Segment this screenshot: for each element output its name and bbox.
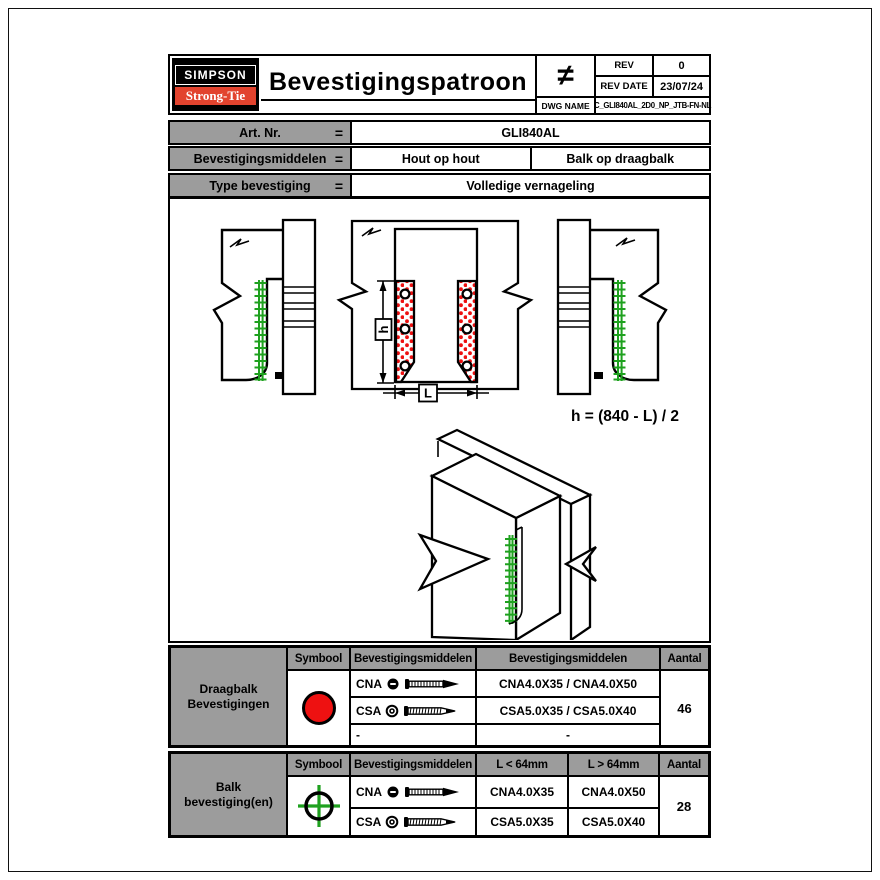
draagbalk-table <box>168 645 711 748</box>
bevestigingsmiddelen-row <box>168 146 711 171</box>
nail-side-icon <box>404 678 461 690</box>
col-header-bevestigingsmiddelen: Bevestigingsmiddelen <box>351 754 475 775</box>
front-view <box>339 221 531 402</box>
hanger-seat <box>275 372 284 379</box>
type-bevestiging-values <box>352 175 709 196</box>
red-circle-symbol-icon <box>302 691 336 725</box>
nail-side-icon <box>404 786 461 798</box>
right-side-view <box>558 220 666 394</box>
dim-L-label: L <box>424 385 432 401</box>
fastener-cell <box>351 725 475 745</box>
type-bevestiging-value: Volledige vernageling <box>466 178 595 193</box>
screw-side-icon <box>403 705 460 717</box>
green-crosshair-symbol-icon <box>296 783 342 829</box>
bevestigingsmiddelen-label <box>170 148 352 169</box>
type-bevestiging-label-text: Type bevestiging <box>209 178 311 193</box>
draagbalk-row-label <box>171 648 286 745</box>
fastener-value-small: CNA4.0X35 <box>477 777 567 807</box>
bevestigingsmiddelen-label-text: Bevestigingsmiddelen <box>193 151 327 166</box>
fastener-code: CNA <box>356 676 382 691</box>
nail-head-icon <box>386 677 400 691</box>
dwg-name-value: C_GLI840AL_2D0_NP_JTB-FN-NL <box>596 98 709 113</box>
bevestigingsmiddelen-values <box>352 148 709 169</box>
break-symbol-icon <box>230 239 249 247</box>
fastener-code: CSA <box>356 815 382 829</box>
equals-sign: = <box>334 177 343 194</box>
fastener-value-small: CSA5.0X35 <box>477 809 567 835</box>
type-bevestiging-row <box>168 173 711 198</box>
art-nr-values <box>352 122 709 143</box>
technical-drawing <box>170 199 708 640</box>
nail-line-icon <box>614 280 626 381</box>
equals-sign: = <box>334 150 343 167</box>
logo-simpson-text: SIMPSON <box>175 65 256 85</box>
logo-cell <box>170 56 261 113</box>
fastener-value: CNA4.0X35 / CNA4.0X50 <box>477 671 659 696</box>
balk-label-line1: Balk <box>215 780 242 795</box>
left-side-view <box>214 220 315 394</box>
art-nr-label-text: Art. Nr. <box>239 125 281 140</box>
balk-label-line2: bevestiging(en) <box>184 794 273 809</box>
balk-op-draagbalk-value: Balk op draagbalk <box>530 148 710 169</box>
art-nr-row <box>168 120 711 145</box>
rev-value: 0 <box>654 56 709 75</box>
hanger-seat <box>594 372 603 379</box>
logo-strongtie-text: Strong-Tie <box>175 87 256 105</box>
title-block <box>168 54 711 115</box>
nail-line-icon <box>255 280 267 381</box>
simpson-strongtie-logo <box>172 58 259 111</box>
equals-sign: = <box>334 124 343 141</box>
col-header-symbool: Symbool <box>288 754 349 775</box>
col-header-aantal: Aantal <box>660 754 708 775</box>
screw-head-icon <box>385 815 399 829</box>
rev-label: REV <box>596 56 652 75</box>
hout-op-hout-value: Hout op hout <box>401 151 480 166</box>
balk-row-label <box>171 754 286 835</box>
dwg-name-label: DWG NAME <box>537 98 594 113</box>
art-nr-value: GLI840AL <box>501 125 560 140</box>
draagbalk-label-line2: Bevestigingen <box>187 696 270 711</box>
rev-date-value: 23/07/24 <box>654 77 709 96</box>
type-bevestiging-label <box>170 175 352 196</box>
balk-aantal-value: 28 <box>660 777 708 835</box>
break-symbol-icon <box>616 238 635 246</box>
fastener-value: - <box>477 725 659 745</box>
art-nr-label <box>170 122 352 143</box>
fastener-value-large: CNA4.0X50 <box>569 777 658 807</box>
drawing-sheet <box>168 54 711 838</box>
isometric-view <box>420 430 596 640</box>
fastener-cell <box>351 777 475 807</box>
page-title: Bevestigingspatroon <box>261 68 535 101</box>
fastener-code: - <box>356 728 360 742</box>
nail-head-icon <box>386 785 400 799</box>
col-header-bevestigingsmiddelen: Bevestigingsmiddelen <box>477 648 659 669</box>
dim-h-label: h <box>376 325 391 334</box>
not-to-scale-icon: ≠ <box>537 56 594 96</box>
fastener-value-large: CSA5.0X40 <box>569 809 658 835</box>
fastener-value: CSA5.0X35 / CSA5.0X40 <box>477 698 659 723</box>
fastener-code: CSA <box>356 703 382 718</box>
fastener-cell <box>351 809 475 835</box>
fastener-cell <box>351 698 475 723</box>
title-cell <box>261 56 535 113</box>
draagbalk-aantal-value: 46 <box>661 671 708 745</box>
fastener-code: CNA <box>356 785 382 799</box>
screw-head-icon <box>385 704 399 718</box>
screw-side-icon <box>403 816 460 828</box>
height-formula: h = (840 - L) / 2 <box>570 408 680 425</box>
col-header-aantal: Aantal <box>661 648 708 669</box>
draagbalk-label-line1: Draagbalk <box>199 682 258 697</box>
col-header-bevestigingsmiddelen: Bevestigingsmiddelen <box>351 648 475 669</box>
col-header-symbool: Symbool <box>288 648 349 669</box>
revision-block <box>535 56 712 113</box>
rev-date-label: REV DATE <box>596 77 652 96</box>
fastener-cell <box>351 671 475 696</box>
draagbalk-symbol-cell <box>288 671 349 745</box>
balk-symbol-cell <box>288 777 349 835</box>
balk-table <box>168 751 711 838</box>
drawing-area <box>168 197 711 643</box>
col-header-l-large: L > 64mm <box>569 754 658 775</box>
col-header-l-small: L < 64mm <box>477 754 567 775</box>
